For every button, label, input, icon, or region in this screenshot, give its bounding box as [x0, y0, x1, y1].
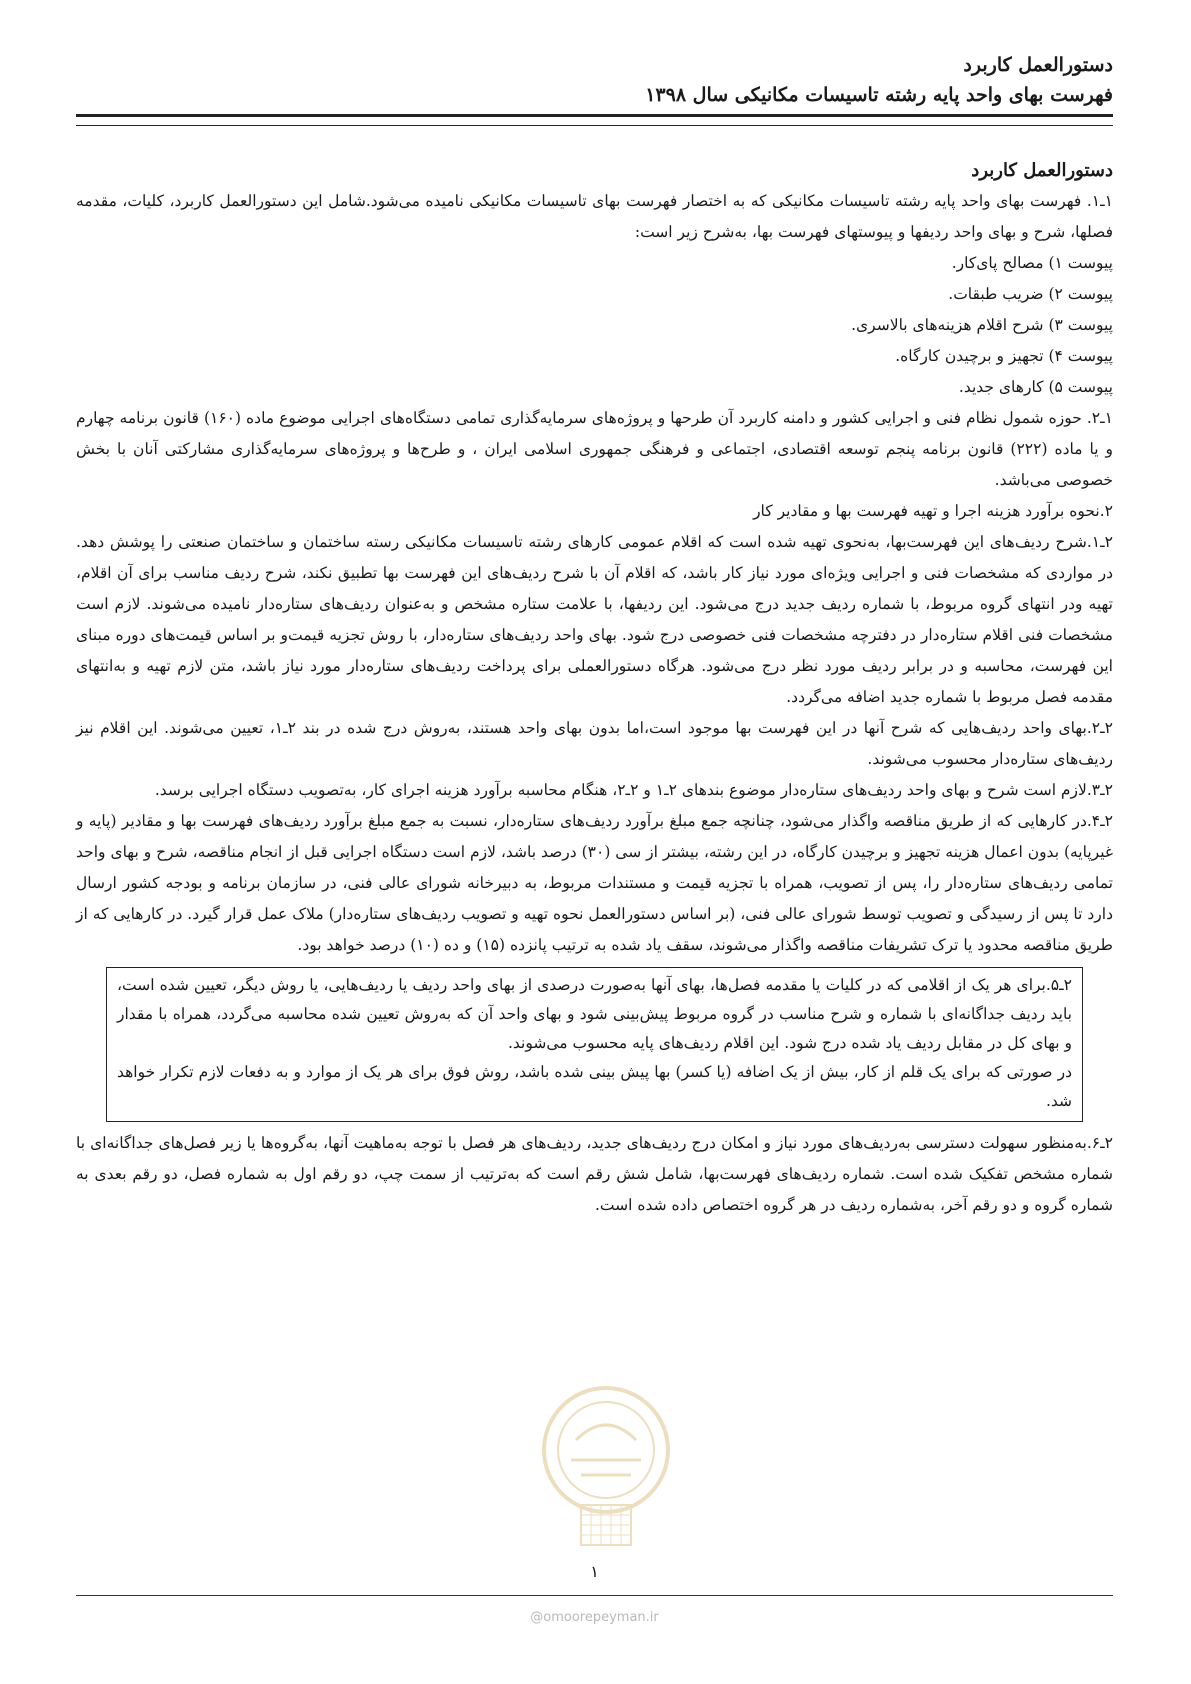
- header-rule: [76, 114, 1113, 126]
- section-title: دستورالعمل کاربرد: [971, 160, 1113, 181]
- paragraph-2-heading: ۲.نحوه برآورد هزینه اجرا و تهیه فهرست بها و مقادیر کار: [753, 502, 1113, 520]
- boxed-paragraph-2-5: [106, 967, 1083, 1122]
- paragraph-2-1: ۲ـ۱.شرح ردیف‌های این فهرست‌بها، به‌نحوی تهیه شده است که اقلام عمومی کارهای رشته تاسیسات مکانیکی رسته ساختمان و ساختمان صنعتی را پوشش دهد. در مواردی که مشخصات فنی و اجرایی ویژه‌ای مورد نیاز کار باشد، که اقلام آن با شرح ردیف‌های این فهرست بها تطبیق نکند، شرح ردیف مناسب برای آن اقلام، تهیه ودر انتهای گروه مربوط، با شماره ردیف جدید درج می‌شود. این ردیفها، با علامت ستاره مشخص و به‌عنوان ردیف‌های ستاره‌دار نامیده می‌شوند. لازم است مشخصات فنی اقلام ستاره‌دار در دفترچه مشخصات فنی خصوصی درج شود. بهای واحد ردیف‌های ستاره‌دار، با روش تجزیه قیمت‌و بر اساس قیمت‌های دوره مبنای این فهرست، محاسبه و در برابر ردیف مورد نظر درج می‌شود. هرگاه دستورالعملی برای پرداخت ردیف‌های ستاره‌دار مورد نیاز باشد، متن لازم تهیه و به‌انتهای مقدمه فصل مربوط با شماره جدید اضافه می‌گردد.: [76, 533, 1113, 706]
- annex-item: پیوست ۳) شرح اقلام هزینه‌های بالاسری.: [851, 316, 1113, 334]
- paragraph-1-1: ۱ـ۱. فهرست بهای واحد پایه رشته تاسیسات مکانیکی که به اختصار فهرست بهای تاسیسات مکانیکی نامیده می‌شود.شامل این دستورالعمل کاربرد، کلیات، مقدمه فصلها، شرح و بهای واحد ردیفها و پیوستهای فهرست بها، به‌شرح زیر است:: [76, 192, 1113, 241]
- watermark-seal-icon: [536, 1380, 676, 1555]
- footer-rule: [76, 1595, 1113, 1596]
- paragraph-2-6: ۲ـ۶.به‌منظور سهولت دسترسی به‌ردیف‌های مورد نیاز و امکان درج ردیف‌های جدید، ردیف‌های هر فصل با توجه به‌ماهیت آنها، به‌گروه‌ها یا زیر فصل‌های جداگانه‌ای با شماره مشخص تفکیک شده است. شماره ردیف‌های فهرست‌بها، شامل شش رقم است که به‌ترتیب از سمت چپ، دو رقم اول به شماره فصل، دو رقم بعدی به شماره گروه و دو رقم آخر، به‌شماره ردیف در هر گروه اختصاص داده شده است.: [76, 1134, 1113, 1214]
- paragraph-2-5b: در صورتی که برای یک قلم از کار، بیش از یک اضافه (یا کسر) بها پیش بینی شده باشد، روش فوق برای هر یک از موارد و به دفعات لازم تکرار خواهد شد.: [117, 1063, 1072, 1110]
- paragraph-2-4: ۲ـ۴.در کارهایی که از طریق مناقصه واگذار می‌شود، چنانچه جمع مبلغ برآورد ردیف‌های ستاره‌دار، نسبت به جمع مبلغ برآورد ردیف‌های فهرست بها و مقادیر (پایه و غیرپایه) بدون اعمال هزینه تجهیز و برچیدن کارگاه، در این رشته، بیشتر از سی (۳۰) درصد باشد، لازم است دستگاه اجرایی قبل از انجام مناقصه، شرح و بهای واحد تمامی ردیف‌های ستاره‌دار را، پس از تصویب، همراه با تجزیه قیمت و مستندات مربوط، به دبیرخانه شورای عالی فنی، در سازمان برنامه و بودجه کشور ارسال دارد تا پس از رسیدگی و تصویب توسط شورای عالی فنی، (بر اساس دستورالعمل نحوه تهیه و تصویب ردیف‌های ستاره‌دار) ملاک عمل قرار گیرد. در کارهایی که از طریق مناقصه محدود یا ترک تشریفات مناقصه واگذار می‌شوند، سقف یاد شده به ترتیب پانزده (۱۵) و ده (۱۰) درصد خواهد بود.: [76, 812, 1113, 954]
- annex-item: پیوست ۴) تجهیز و برچیدن کارگاه.: [895, 347, 1113, 365]
- running-header: [76, 50, 1113, 110]
- paragraph-2-5a: ۲ـ۵.برای هر یک از اقلامی که در کلیات یا مقدمه فصل‌ها، بهای آنها به‌صورت درصدی از بهای واحد ردیف یا ردیف‌هایی، یا روش دیگر، تعیین شده است، باید ردیف جداگانه‌ای با شماره و شرح مناسب در گروه مربوط پیش‌بینی شود و بهای واحد آن که به‌روش تعیین شده محاسبه می‌گردد، همراه با مقدار و بهای کل در مقابل ردیف یاد شده درج شود. این اقلام ردیف‌های پایه محسوب می‌شوند.: [117, 976, 1072, 1052]
- annex-list: [76, 248, 1113, 403]
- paragraph-1-2: ۱ـ۲. حوزه شمول نظام فنی و اجرایی کشور و دامنه کاربرد آن طرحها و پروژه‌های سرمایه‌گذاری تمامی دستگاه‌های اجرایی موضوع ماده (۱۶۰) قانون برنامه چهارم و یا ماده (۲۲۲) قانون برنامه پنجم توسعه اقتصادی، اجتماعی و فرهنگی جمهوری اسلامی ایران ، و طرح‌ها و پروژه‌های سرمایه‌گذاری مشارکتی آنان با بخش خصوصی می‌باشد.: [76, 409, 1113, 489]
- header-title: دستورالعمل کاربرد: [963, 54, 1113, 76]
- page-number: ۱: [590, 1562, 599, 1581]
- document-page: [76, 50, 1113, 1640]
- annex-item: پیوست ۱) مصالح پای‌کار.: [951, 254, 1113, 272]
- paragraph-2-2: ۲ـ۲.بهای واحد ردیف‌هایی که شرح آنها در این فهرست بها موجود است،اما بدون بهای واحد هستند، به‌روش درج شده در بند ۲ـ۱، تعیین می‌شوند. این اقلام نیز ردیف‌های ستاره‌دار محسوب می‌شوند.: [76, 719, 1113, 768]
- paragraph-2-3: ۲ـ۳.لازم است شرح و بهای واحد ردیف‌های ستاره‌دار موضوع بندهای ۲ـ۱ و ۲ـ۲، هنگام محاسبه برآورد هزینه اجرای کار، به‌تصویب دستگاه اجرایی برسد.: [154, 781, 1113, 799]
- annex-item: پیوست ۵) کارهای جدید.: [958, 378, 1113, 396]
- header-subtitle: فهرست بهای واحد پایه رشته تاسیسات مکانیکی سال ۱۳۹۸: [645, 84, 1113, 106]
- annex-item: پیوست ۲) ضریب طبقات.: [948, 285, 1113, 303]
- watermark-text: @omoorepeyman.ir: [530, 1610, 659, 1625]
